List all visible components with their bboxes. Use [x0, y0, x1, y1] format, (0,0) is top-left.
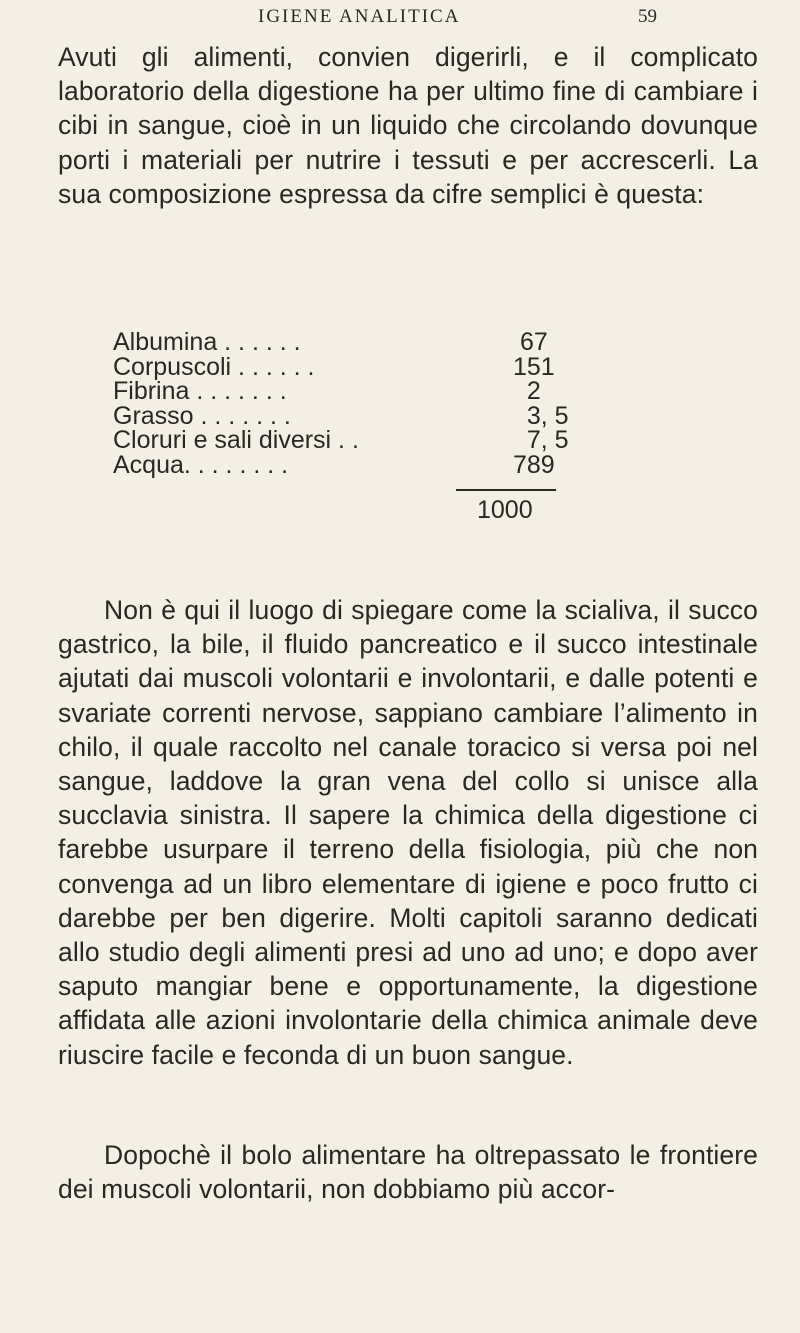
- component-value: 789: [513, 450, 555, 479]
- component-value: 151: [513, 352, 555, 381]
- component-name: Acqua. . . . . . . .: [113, 450, 289, 479]
- component-value: 2: [513, 377, 541, 405]
- component-name: Grasso . . . . . . .: [113, 401, 291, 430]
- page-number: 59: [638, 6, 657, 27]
- composition-row: [113, 401, 573, 430]
- component-value: 7, 5: [513, 426, 569, 454]
- blood-composition-table: [113, 330, 573, 477]
- running-title: IGIENE ANALITICA: [258, 6, 461, 27]
- composition-row: [113, 379, 573, 404]
- component-name: Corpuscoli . . . . . .: [113, 352, 315, 381]
- component-name: Cloruri e sali diversi . .: [113, 426, 359, 454]
- sum-rule: [456, 489, 556, 491]
- component-name: Fibrina . . . . . . .: [113, 377, 287, 405]
- composition-row: [113, 352, 573, 381]
- component-value: 67: [513, 328, 548, 356]
- paragraph-continuation: Dopochè il bolo alimentare ha oltrepassato le frontiere dei muscoli volontarii, non dobbiamo più accor-: [58, 1140, 758, 1205]
- composition-row: [113, 330, 573, 355]
- composition-row: [113, 450, 573, 479]
- paragraph-digestion: Non è qui il luogo di spiegare come la scialiva, il succo gastrico, la bile, il fluido pancreatico e il succo intestinale ajutati dai muscoli volontarii e involontarii, e dalle potenti e svariate correnti nervose, sappiano cambiare l’alimento in chilo, il quale raccolto nel canale toracico si versa poi nel sangue, laddove la gran vena del collo si unisce alla succlavia sinistra. Il sapere la chimica della digestione ci farebbe usurpare il terreno della fisiologia, più che non convenga ad un libro elementare di igiene e poco frutto ci darebbe per ben digerire. Molti capitoli saranno dedicati allo studio degli alimenti presi ad uno ad uno; e dopo aver saputo mangiar bene e opportunamente, la digestione affidata alle azioni involontarie della chimica animale deve riuscire facile e feconda di un buon sangue.: [58, 595, 758, 1070]
- component-value: 3, 5: [513, 401, 569, 430]
- composition-total: 1000: [477, 496, 533, 524]
- running-head: [0, 6, 800, 36]
- composition-row: [113, 428, 573, 453]
- component-name: Albumina . . . . . .: [113, 328, 301, 356]
- paragraph-intro: Avuti gli alimenti, convien digerirli, e il complicato laboratorio della digestione ha per ultimo fine di cambiare i cibi in sangue, cioè in un liquido che circolando dovunque porti i materiali per nutrire i tessuti e per accrescerli. La sua composizione espressa da cifre semplici è questa:: [58, 42, 758, 209]
